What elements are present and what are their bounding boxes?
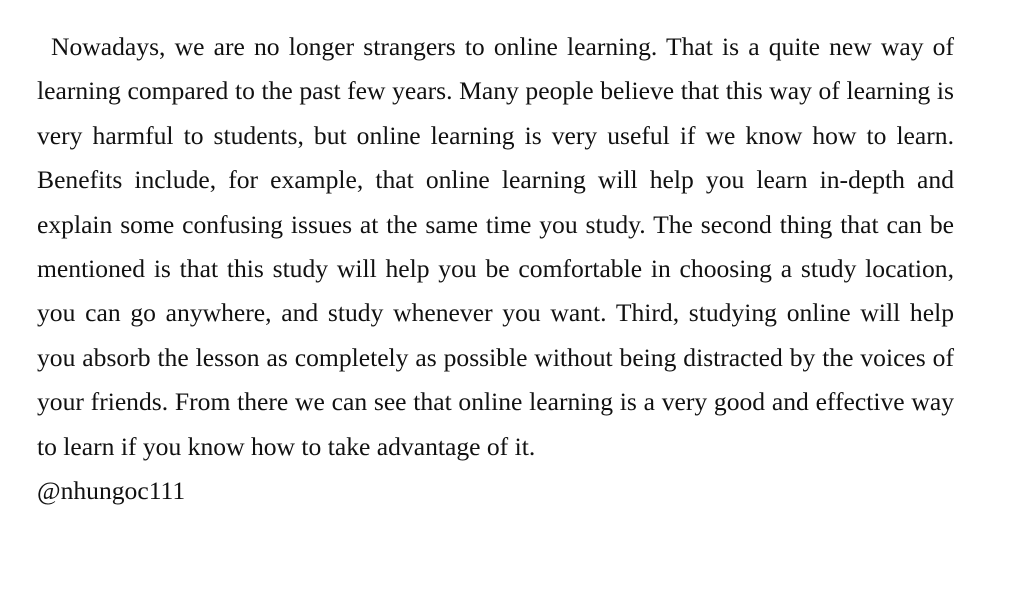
essay-paragraph: Nowadays, we are no longer strangers to online learning. That is a quite new way of learning compared to the past few years. Many people believe that this way of learning is very harmful to students, but online learning is very useful if we know how to learn. Benefits include, for example, that online learning will help you learn in-depth and explain some confusing issues at the same time you study. The second thing that can be mentioned is that this study will help you be comfortable in choosing a study location, you can go anywhere, and study whenever you want. Third, studying online will help you absorb the lesson as completely as possible without being distracted by the voices of your friends. From there we can see that online learning is a very good and effective way to learn if you know how to take advantage of it. bbox=[37, 32, 954, 461]
document-page bbox=[37, 25, 954, 513]
author-signature: @nhungoc111 bbox=[37, 476, 186, 506]
